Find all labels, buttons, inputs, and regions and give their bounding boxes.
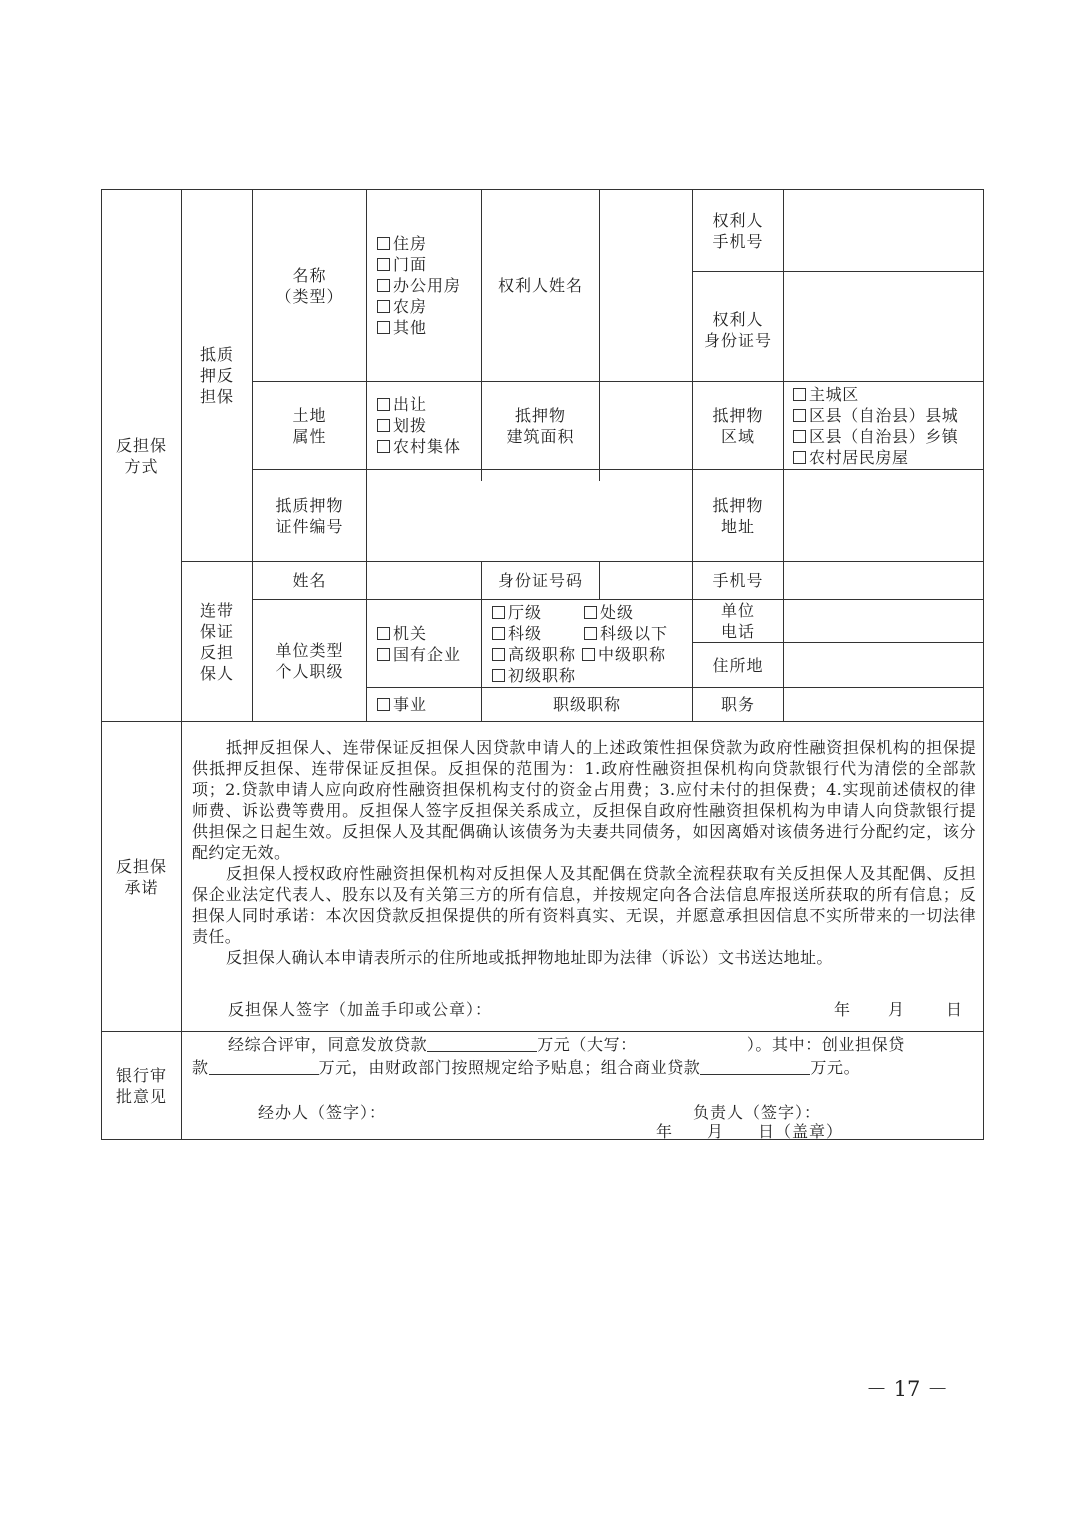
address-value[interactable]	[784, 470, 983, 561]
checkbox-icon[interactable]	[492, 627, 505, 640]
option-mid-title[interactable]: 中级职称	[582, 644, 684, 665]
rank-options	[482, 600, 692, 687]
checkbox-icon[interactable]	[377, 321, 390, 334]
unit-phone-label: 单位 电话	[720, 601, 755, 641]
page-number: － 17 －	[866, 1377, 949, 1401]
checkbox-icon[interactable]	[377, 698, 390, 711]
position-label: 职务	[720, 695, 755, 714]
unit-option-public-row	[367, 688, 481, 721]
commitment-paragraph: 反担保人授权政府性融资担保机构对反担保人及其配偶在贷款全流程获取有关反担保人及其配偶、反担保企业法定代表人、股东以及有关第三方的所有信息，并按规定向各合法信息库报送所获取的所有信息；反担保人同时承诺：本次因贷款反担保提供的所有资料真实、无误，并愿意承担因信息不实所带来的一切法律责任。	[192, 864, 976, 946]
option-county-township[interactable]: 区县（自治县）乡镇	[793, 426, 983, 447]
checkbox-icon[interactable]	[793, 430, 806, 443]
region-options	[784, 382, 983, 469]
collateral-guarantee-label: 抵质 押反 担保	[199, 345, 234, 406]
option-government[interactable]: 机关	[377, 623, 481, 644]
checkbox-icon[interactable]	[793, 451, 806, 464]
guarantor-phone-value[interactable]	[784, 562, 983, 599]
option-farmhouse[interactable]: 农房	[377, 296, 481, 317]
amount-in-words-field[interactable]	[637, 1036, 747, 1052]
signature-label: 反担保人签字（加盖手印或公章）：	[228, 1000, 493, 1019]
guarantee-method-label: 反担保 方式	[115, 435, 167, 476]
date-year: 年	[834, 1000, 851, 1019]
owner-id-label: 权利人 身份证号	[703, 309, 772, 350]
option-senior-title[interactable]: 高级职称	[492, 644, 584, 665]
date-day: 日	[946, 1000, 963, 1019]
commitment-label: 反担保 承诺	[115, 856, 167, 897]
option-other[interactable]: 其他	[377, 317, 481, 338]
handler-label: 经办人（签字）：	[258, 1103, 387, 1122]
rank-title-label: 职级职称	[552, 695, 621, 714]
guarantor-id-value[interactable]	[600, 562, 692, 599]
option-state-enterprise[interactable]: 国有企业	[377, 644, 481, 665]
residence-value[interactable]	[784, 643, 983, 687]
checkbox-icon[interactable]	[377, 419, 390, 432]
option-section-level[interactable]: 科级	[492, 623, 584, 644]
checkbox-icon[interactable]	[793, 388, 806, 401]
owner-phone-label: 权利人 手机号	[712, 210, 764, 251]
cert-no-value[interactable]	[367, 470, 692, 561]
option-house[interactable]: 住房	[377, 233, 481, 254]
land-attr-options	[367, 382, 481, 469]
option-division-level[interactable]: 处级	[584, 602, 684, 623]
checkbox-icon[interactable]	[793, 409, 806, 422]
guarantor-name-label: 姓名	[292, 571, 327, 590]
unit-options	[367, 600, 481, 687]
land-attr-label: 土地 属性	[292, 405, 327, 446]
unit-phone-value[interactable]	[784, 600, 983, 642]
checkbox-icon[interactable]	[584, 606, 597, 619]
option-public-institution[interactable]: 事业	[377, 694, 481, 715]
option-junior-title[interactable]: 初级职称	[492, 665, 584, 686]
joint-guarantor-label: 连带 保证 反担 保人	[199, 600, 234, 683]
building-area-label: 抵押物 建筑面积	[506, 405, 575, 446]
commercial-loan-amount-field[interactable]	[700, 1058, 810, 1075]
bank-approval-text: 经综合评审，同意发放贷款 万元（大写： ）。其中：创业担保贷 款 万元，由财政部门按照规定给予贴息；组合商业贷款 万元。	[192, 1035, 905, 1077]
manager-label: 负责人（签字）：	[693, 1103, 822, 1122]
region-label: 抵押物 区域	[712, 405, 764, 446]
checkbox-icon[interactable]	[377, 258, 390, 271]
checkbox-icon[interactable]	[377, 627, 390, 640]
option-allocation[interactable]: 划拨	[377, 415, 481, 436]
checkbox-icon[interactable]	[377, 440, 390, 453]
checkbox-icon[interactable]	[377, 300, 390, 313]
option-office[interactable]: 办公用房	[377, 275, 481, 296]
option-county-town[interactable]: 区县（自治县）县城	[793, 405, 983, 426]
owner-phone-value[interactable]	[784, 190, 983, 271]
checkbox-icon[interactable]	[377, 648, 390, 661]
owner-name-value[interactable]	[600, 190, 692, 381]
owner-name-label: 权利人姓名	[497, 276, 583, 295]
loan-amount-field[interactable]	[427, 1035, 537, 1052]
checkbox-icon[interactable]	[492, 606, 505, 619]
position-value[interactable]	[784, 688, 983, 721]
bank-label: 银行审 批意见	[115, 1065, 167, 1106]
owner-id-value[interactable]	[784, 272, 983, 381]
guarantor-name-value[interactable]	[367, 562, 481, 599]
option-rural-collective[interactable]: 农村集体	[377, 436, 481, 457]
guarantor-phone-label: 手机号	[712, 571, 764, 590]
commitment-paragraph: 抵押反担保人、连带保证反担保人因贷款申请人的上述政策性担保贷款为政府性融资担保机构的担保提供抵押反担保、连带保证反担保。反担保的范围为：1.政府性融资担保机构向贷款银行代为清偿的全部款项；2.贷款申请人应向政府性融资担保机构支付的资金占用费；3.应付未付的担保费；4.实现前述债权的律师费、诉讼费等费用。反担保人签字反担保关系成立，反担保自政府性融资担保机构为申请人向贷款银行提供担保之日起生效。反担保人及其配偶确认该债务为夫妻共同债务，如因离婚对该债务进行分配约定，该分配约定无效。	[192, 738, 976, 862]
checkbox-icon[interactable]	[377, 237, 390, 250]
building-area-value[interactable]	[600, 382, 692, 469]
address-label: 抵押物 地址	[712, 495, 764, 536]
startup-loan-amount-field[interactable]	[209, 1058, 319, 1075]
option-below-section[interactable]: 科级以下	[584, 623, 684, 644]
option-main-city[interactable]: 主城区	[793, 384, 983, 405]
checkbox-icon[interactable]	[582, 648, 595, 661]
cert-no-label: 抵质押物 证件编号	[275, 495, 344, 536]
checkbox-icon[interactable]	[377, 279, 390, 292]
name-type-label: 名称 （类型）	[275, 265, 344, 306]
option-bureau-level[interactable]: 厅级	[492, 602, 584, 623]
checkbox-icon[interactable]	[377, 398, 390, 411]
name-type-options	[367, 190, 481, 381]
guarantor-id-label: 身份证号码	[497, 571, 583, 590]
option-shopfront[interactable]: 门面	[377, 254, 481, 275]
date-month: 月	[888, 1000, 905, 1019]
checkbox-icon[interactable]	[492, 669, 505, 682]
commitment-text	[192, 737, 976, 987]
unit-type-label: 单位类型 个人职级	[275, 640, 344, 681]
residence-label: 住所地	[712, 655, 764, 675]
checkbox-icon[interactable]	[584, 627, 597, 640]
commitment-paragraph: 反担保人确认本申请表所示的住所地或抵押物地址即为法律（诉讼）文书送达地址。	[226, 948, 833, 967]
checkbox-icon[interactable]	[492, 648, 505, 661]
bank-date-line: 年 月 日（盖章）	[656, 1122, 844, 1141]
option-rural-house[interactable]: 农村居民房屋	[793, 447, 983, 468]
option-transfer[interactable]: 出让	[377, 394, 481, 415]
